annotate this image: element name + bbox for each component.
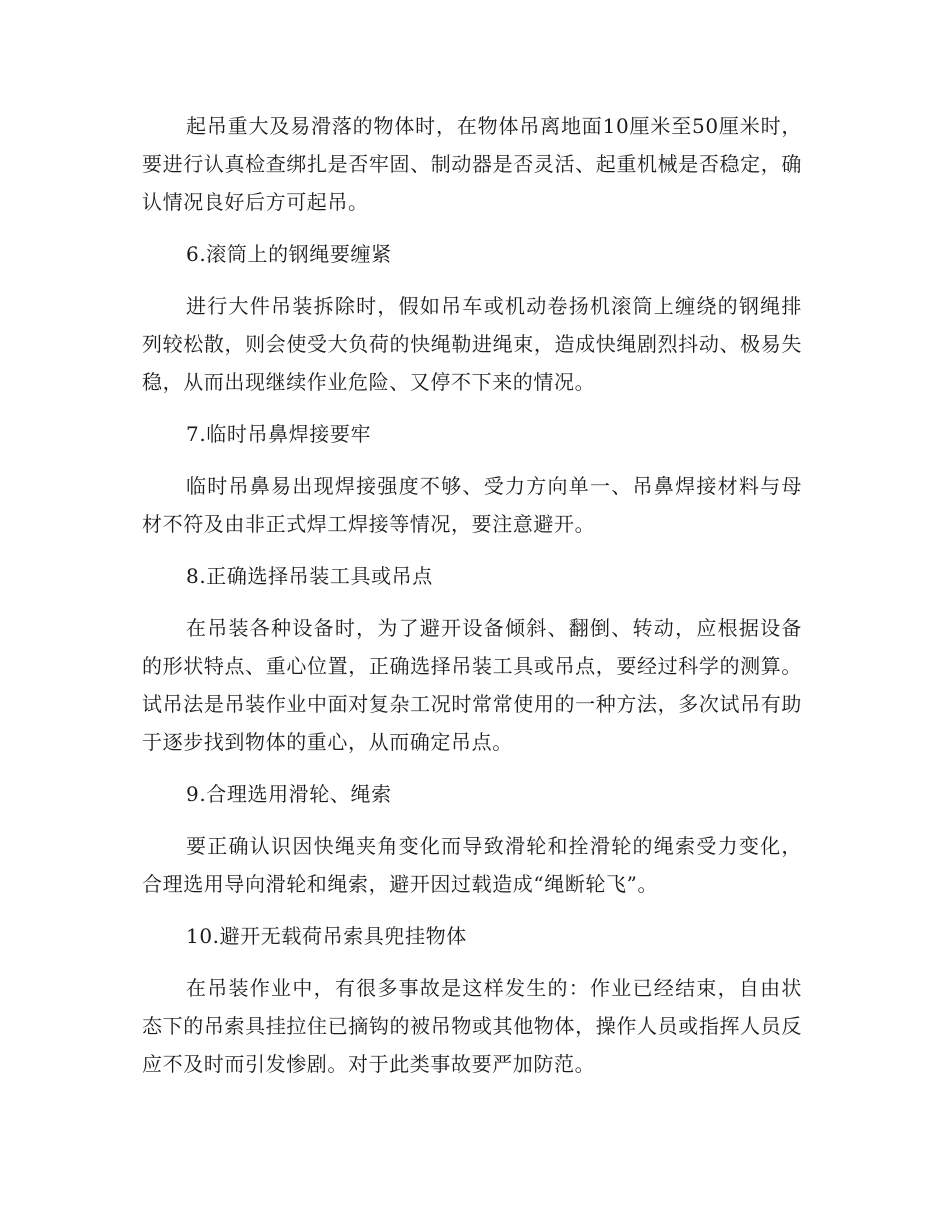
section-heading-9: 9.合理选用滑轮、绳索 [186,782,392,806]
section-heading-7: 7.临时吊鼻焊接要牢 [186,422,372,446]
paragraph-lifting-lug: 临时吊鼻易出现焊接强度不够、受力方向单一、吊鼻焊接材料与母材不符及由非正式焊工焊接等情况，要注意避开。 [142,474,802,536]
paragraph-pulley-rope: 要正确认识因快绳夹角变化而导致滑轮和拴滑轮的绳索受力变化，合理选用导向滑轮和绳索，避开因过载造成“绳断轮飞”。 [142,834,802,896]
section-heading-10: 10.避开无载荷吊索具兜挂物体 [186,924,467,948]
section-heading-8: 8.正确选择吊装工具或吊点 [186,564,433,588]
paragraph-lifting-check: 起吊重大及易滑落的物体时，在物体吊离地面10厘米至50厘米时，要进行认真检查绑扎是否牢固、制动器是否灵活、起重机械是否稳定，确认情况良好后方可起吊。 [142,114,802,214]
section-heading-6: 6.滚筒上的钢绳要缠紧 [186,242,392,266]
paragraph-drum-rope: 进行大件吊装拆除时，假如吊车或机动卷扬机滚筒上缠绕的钢绳排列较松散，则会使受大负荷的快绳勒进绳束，造成快绳剧烈抖动、极易失稳，从而出现继续作业危险、又停不下来的情况。 [142,294,802,394]
paragraph-unloaded-rigging: 在吊装作业中，有很多事故是这样发生的：作业已经结束，自由状态下的吊索具挂拉住已摘钩的被吊物或其他物体，操作人员或指挥人员反应不及时而引发惨剧。对于此类事故要严加防范。 [142,976,802,1076]
paragraph-lifting-point: 在吊装各种设备时，为了避开设备倾斜、翻倒、转动，应根据设备的形状特点、重心位置，正确选择吊装工具或吊点，要经过科学的测算。试吊法是吊装作业中面对复杂工况时常常使用的一种方法，多次试吊有助于逐步找到物体的重心，从而确定吊点。 [142,616,802,754]
document-body [142,107,802,1097]
